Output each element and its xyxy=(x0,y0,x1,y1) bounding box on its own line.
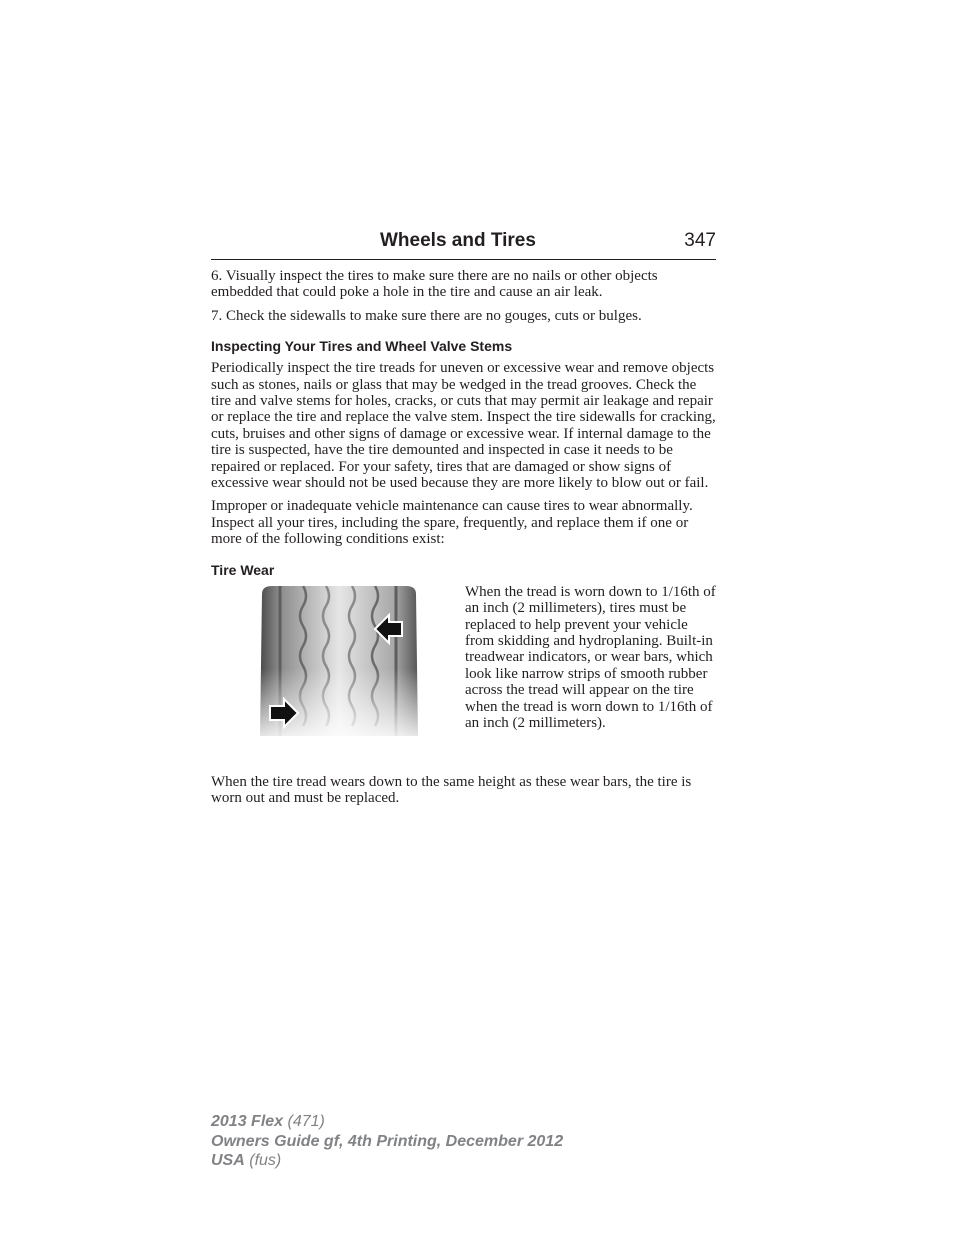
footer-region-code: (fus) xyxy=(249,1152,282,1169)
tire-wear-description: When the tread is worn down to 1/16th of an inch (2 millimeters), tires must be replaced to help prevent your vehicle from skidding and hydroplaning. Built-in treadwear indicators, or wear bars, which look like narrow strips of smooth rubber across the tread will appear on the tire when the tread is worn down to 1/16th of an inch (2 millimeters). xyxy=(465,583,716,731)
footer-model-code: (471) xyxy=(287,1113,325,1130)
valve-stems-paragraph-2: Improper or inadequate vehicle maintenance can cause tires to wear abnormally. Inspect all your tires, including the spare, frequently, and replace them if one or more of the following conditions exist: xyxy=(211,498,693,548)
section-title: Wheels and Tires xyxy=(380,230,536,251)
page-header xyxy=(211,229,716,260)
footer-model: 2013 Flex xyxy=(211,1113,284,1130)
step-7-text: 7. Check the sidewalls to make sure there are no gouges, cuts or bulges. xyxy=(211,307,642,324)
tire-tread-illustration xyxy=(258,586,420,736)
main-content xyxy=(211,268,716,814)
page-footer xyxy=(211,1112,563,1171)
footer-model-line xyxy=(211,1112,563,1132)
tire-wear-heading: Tire Wear xyxy=(211,561,275,578)
tire-wear-closing: When the tire tread wears down to the same height as these wear bars, the tire is worn out and must be replaced. xyxy=(211,773,692,807)
tire-wear-figure-block xyxy=(211,584,716,768)
footer-region-line xyxy=(211,1151,563,1171)
footer-guide: Owners Guide gf, 4th Printing, December 2012 xyxy=(211,1132,564,1150)
valve-stems-heading: Inspecting Your Tires and Wheel Valve Stems xyxy=(211,338,513,355)
step-6-text: 6. Visually inspect the tires to make sure there are no nails or other objects embedded that could poke a hole in the tire and cause an air leak. xyxy=(211,268,658,301)
footer-guide-line xyxy=(211,1132,563,1152)
valve-stems-paragraph-1: Periodically inspect the tire treads for uneven or excessive wear and remove objects such as stones, nails or glass that may be wedged in the tread grooves. Check the tire and valve stems for holes, cracks, or cuts that may permit air leakage and repair or replace the tire and replace the valve stem. Inspect the tire sidewalls for cracking, cuts, bruises and other signs of damage or excessive wear. If internal damage to the tire is suspected, have the tire demounted and inspected in case it needs to be repaired or replaced. For your safety, tires that are damaged or show signs of excessive wear should not be used because they are more likely to blow out or fail. xyxy=(211,360,716,492)
page-number: 347 xyxy=(684,230,716,251)
footer-region: USA xyxy=(211,1152,245,1169)
